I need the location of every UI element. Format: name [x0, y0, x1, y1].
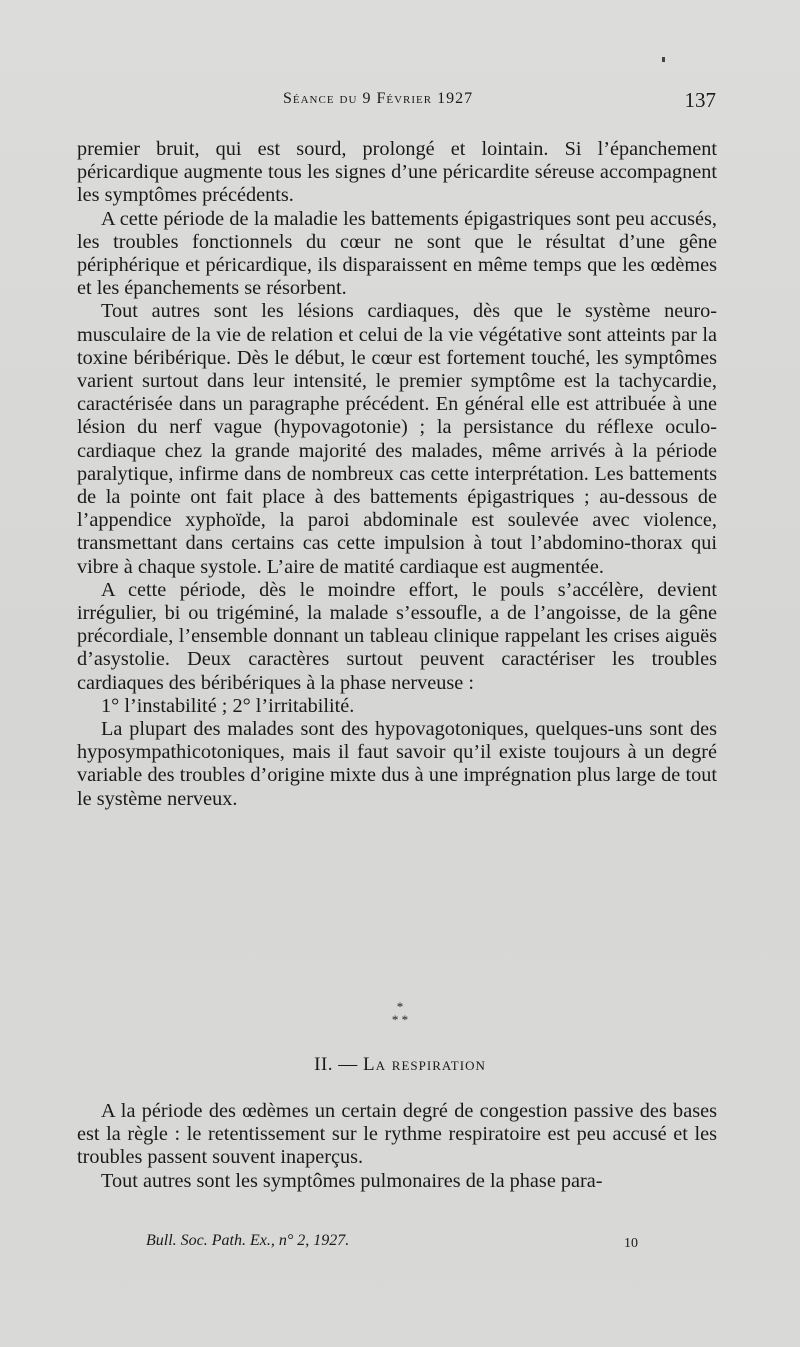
- section-title: La respiration: [363, 1054, 486, 1075]
- body-text: [77, 138, 717, 811]
- paragraph: Tout autres sont les symptômes pulmonaires de la phase para-: [101, 1169, 603, 1192]
- paragraph: A cette période, dès le moindre effort, le pouls s’accélère, devient irrégulier, bi ou trigéminé, la malade s’essoufle, a de l’angoisse, de la gêne précordiale, l’ensemble donnant un tableau clinique rappelant les crises aiguës d’asystolie. Deux caractères surtout peuvent caractériser les troubles cardiaques des béribériques à la phase nerveuse :: [77, 578, 717, 694]
- running-head: Séance du 9 Février 1927: [283, 90, 474, 107]
- page-number: 137: [684, 88, 716, 112]
- asterism-bottom: * *: [391, 1012, 409, 1027]
- page-footer: [0, 1232, 800, 1256]
- asterism-separator: [0, 1000, 800, 1026]
- section-heading: [0, 1054, 800, 1076]
- paragraph: A cette période de la maladie les battements épigastriques sont peu accusés, les troubles fonctionnels du cœur ne sont que le résultat d’une gêne périphérique et péricardique, ils disparaissent en même temps que les œdèmes et les épanchements se résorbent.: [77, 207, 717, 300]
- paragraph: A la période des œdèmes un certain degré de congestion passive des bases est la règle : le retentissement sur le rythme respiratoire est peu accusé et les troubles passent souvent inaperçus.: [77, 1100, 717, 1169]
- paragraph: Tout autres sont les lésions cardiaques, dès que le système neuro-musculaire de la vie de relation et celui de la vie végétative sont atteints par la toxine béribérique. Dès le début, le cœur est fortement touché, les symptômes varient surtout dans leur intensité, le premier symptôme est la tachycardie, caractérisée dans un paragraphe précédent. En général elle est attribuée à une lésion du nerf vague (hypovagotonie) ; la persistance du réflexe oculo-cardiaque chez la grande majorité des malades, même arrivés à la période paralytique, infirme dans de nombreux cas cette interprétation. Les battements de la pointe ont fait place à des battements épigastriques ; au-dessous de l’appendice xyphoïde, la paroi abdominale est soulevée avec violence, transmettant dans certains cas cette impulsion à tout l’abdomino-thorax qui vibre à chaque systole. L’aire de matité cardiaque est augmentée.: [77, 300, 717, 578]
- paragraph: 1° l’instabilité ; 2° l’irritabilité.: [101, 694, 355, 717]
- footer-citation: Bull. Soc. Path. Ex., n° 2, 1927.: [146, 1232, 350, 1249]
- section-number: II. —: [314, 1054, 358, 1075]
- paragraph: La plupart des malades sont des hypovagotoniques, quelques-uns sont des hyposympathicotoniques, mais il faut savoir qu’il existe toujours à un degré variable des troubles d’origine mixte dus à une imprégnation plus large de tout le système nerveux.: [77, 718, 717, 810]
- signature-mark: 10: [624, 1236, 638, 1251]
- page-header: [0, 88, 800, 118]
- paragraph: premier bruit, qui est sourd, prolongé et lointain. Si l’épanchement péricardique augmente tous les signes d’une péricardite séreuse accompagnent les symptômes précédents.: [77, 138, 717, 207]
- section-text: [77, 1100, 717, 1193]
- asterism-top: *: [396, 999, 404, 1014]
- print-speck: [662, 57, 665, 62]
